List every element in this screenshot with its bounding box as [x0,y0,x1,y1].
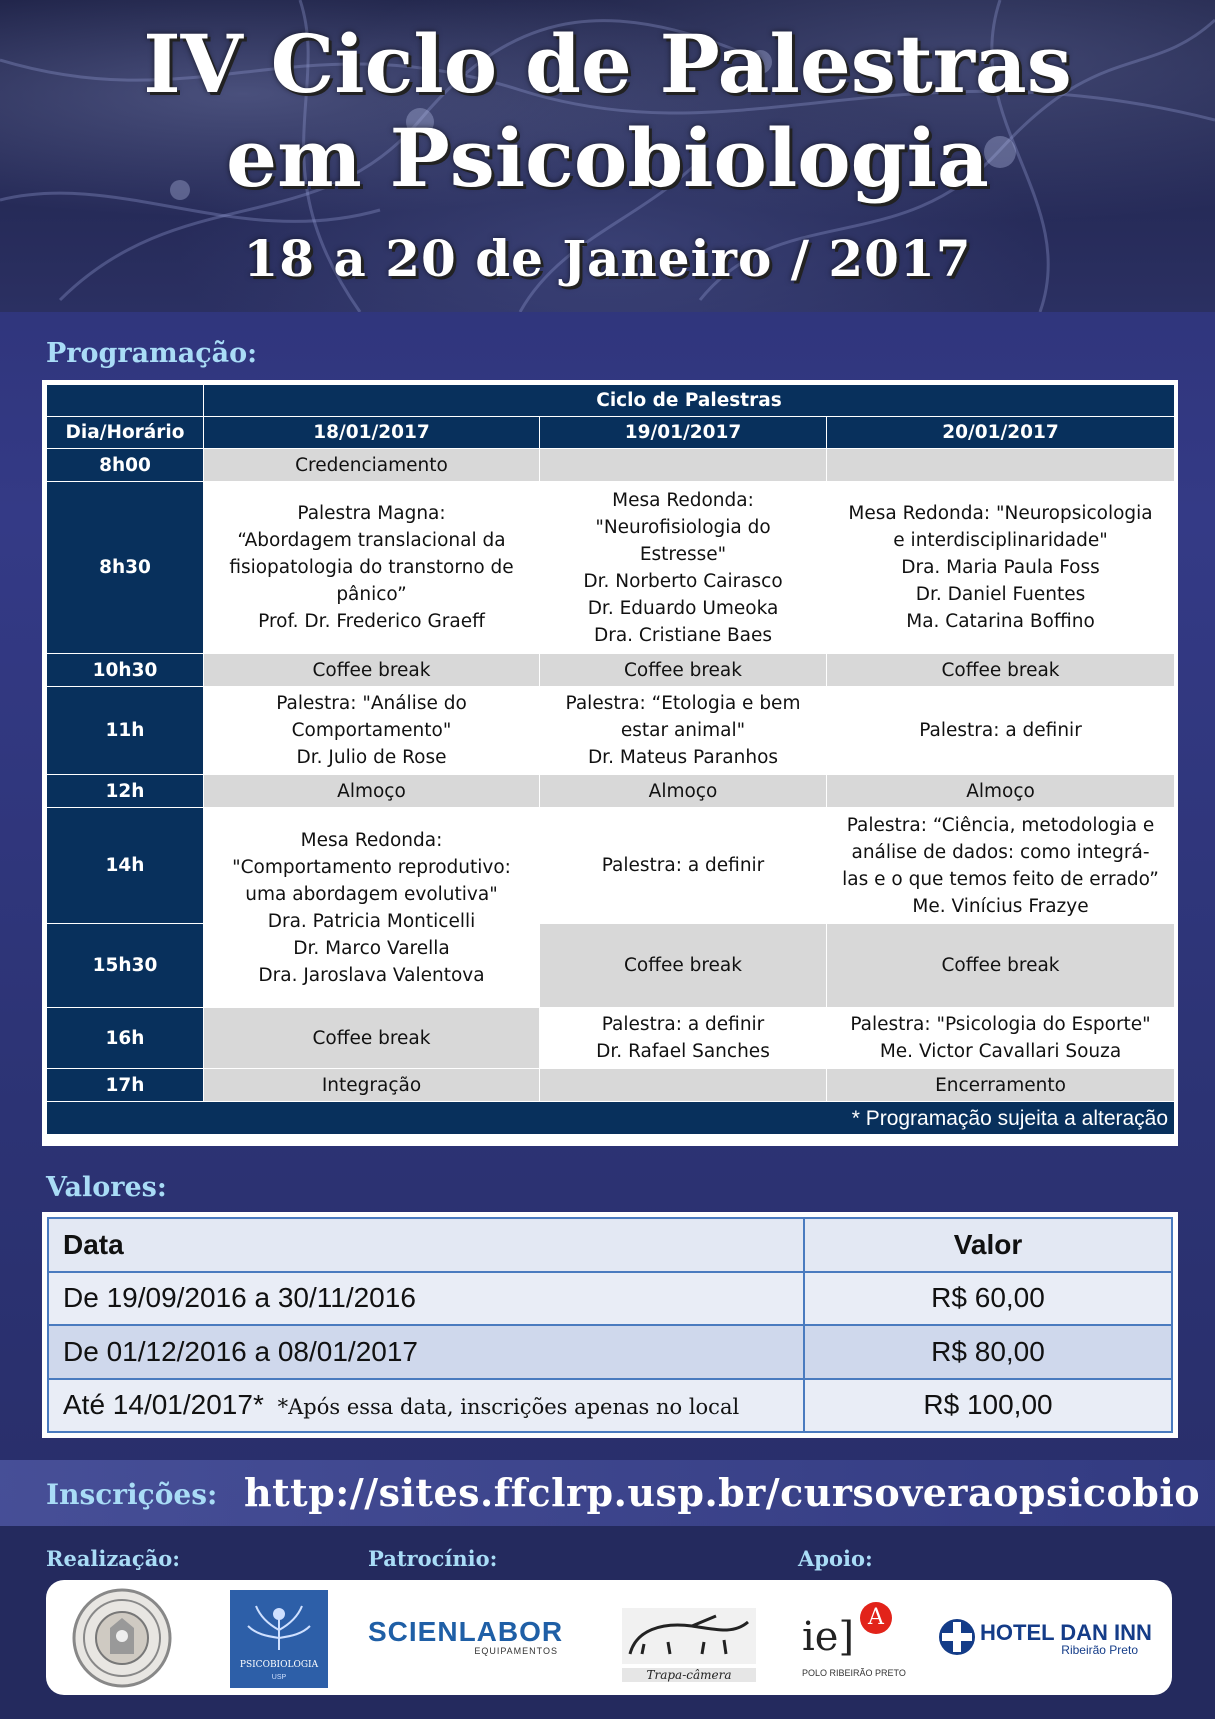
scienlabor-logo-sub: EQUIPAMENTOS [474,1646,558,1656]
session-line: Palestra: "Psicologia do Esporte" [850,1014,1151,1035]
patrocinio-label: Patrocínio: [368,1546,498,1571]
session-line: Dra. Jaroslava Valentova [258,964,485,986]
ie-logo-badge: A [860,1602,892,1634]
time-cell: 11h [47,687,204,775]
session-cell [827,808,1175,924]
coffee-break-cell: Coffee break [827,654,1175,687]
time-cell: 8h30 [47,482,204,654]
session-cell [827,482,1175,654]
session-cell: Palestra: a definir [827,687,1175,775]
session-cell [540,687,827,775]
header-blank-cell [47,385,204,417]
session-line: "Neurofisiologia do [595,516,771,538]
session-line: pânico” [336,584,407,605]
schedule-table [46,384,1175,1135]
session-line: Dra. Cristiane Baes [593,624,773,646]
session-line: Me. Victor Cavallari Souza [879,1041,1122,1062]
price-date-cell: De 19/09/2016 a 30/11/2016 [48,1272,804,1326]
psicobiologia-logo-sub: USP [271,1674,287,1681]
session-line: las e o que temos feito de errado” [842,868,1159,890]
session-line: uma abordagem evolutiva" [245,883,498,905]
animal-silhouette-icon [622,1608,756,1664]
session-line: Dr. Norberto Cairasco [583,570,783,592]
time-cell: 8h00 [47,449,204,482]
schedule-table-container [42,380,1178,1146]
session-cell [827,1008,1175,1069]
scienlabor-logo-text: SCIENLABOR [368,1616,564,1647]
session-line: Palestra: a definir [601,1014,765,1035]
session-line: Me. Vinícius Frazye [912,895,1089,917]
session-cell: Encerramento [827,1069,1175,1102]
prices-table-container [42,1212,1178,1438]
time-cell: 14h [47,808,204,924]
cycle-header: Ciclo de Palestras [204,385,1175,417]
day-header: 20/01/2017 [827,417,1175,449]
registration-url-link[interactable]: http://sites.ffclrp.usp.br/cursoveraopsicobio [244,1470,1201,1515]
session-cell: Integração [204,1069,540,1102]
session-line: Dr. Mateus Paranhos [587,747,779,768]
trapa-camera-logo-text: Trapa-câmera [622,1668,756,1682]
session-line: Mesa Redonda: [300,829,443,851]
session-line: e interdisciplinaridade" [893,530,1108,551]
hotel-logo-sub: Ribeirão Preto [1061,1643,1138,1657]
price-value-header: Valor [804,1218,1172,1272]
price-date-cell [48,1379,804,1433]
time-cell: 15h30 [47,924,204,1008]
event-title-line1: IV Ciclo de Palestras [143,17,1072,111]
price-value-cell: R$ 80,00 [804,1325,1172,1379]
price-date-text: Até 14/01/2017* [63,1389,264,1421]
time-cell: 16h [47,1008,204,1069]
session-cell [540,1069,827,1102]
hotel-logo-text: HOTEL DAN INN [980,1620,1152,1645]
event-dates: 18 a 20 de Janeiro / 2017 [243,229,972,288]
price-value-cell: R$ 60,00 [804,1272,1172,1326]
brain-tree-icon [230,1590,328,1660]
ie-logo-sub: POLO RIBEIRÃO PRETO [802,1668,906,1678]
time-cell: 10h30 [47,654,204,687]
session-line: Mesa Redonda: [612,489,754,511]
session-line: análise de dados: como integrá- [851,841,1150,863]
price-date-cell: De 01/12/2016 a 08/01/2017 [48,1325,804,1379]
hotel-dan-inn-logo [938,1618,1154,1662]
event-title-line2: em Psicobiologia [226,111,989,205]
session-line: Dr. Marco Varella [293,937,450,959]
session-line: Dra. Patricia Monticelli [267,910,476,932]
session-line: estar animal" [620,720,746,741]
session-line: Palestra Magna: [297,503,446,524]
realizacao-label: Realização: [46,1546,181,1571]
session-line: Dr. Eduardo Umeoka [587,597,779,619]
coffee-break-cell: Coffee break [204,1008,540,1069]
session-line: fisiopatologia do transtorno de [229,557,514,578]
session-line: Comportamento" [291,720,452,741]
day-header: 18/01/2017 [204,417,540,449]
session-cell [204,687,540,775]
usp-seal-logo [72,1588,172,1688]
session-cell [827,449,1175,482]
price-value-cell: R$ 100,00 [804,1379,1172,1433]
session-cell [540,449,827,482]
coffee-break-cell: Coffee break [540,924,827,1008]
session-line: Palestra: “Ciência, metodologia e [846,814,1155,836]
schedule-footnote: * Programação sujeita a alteração [47,1102,1175,1135]
sponsor-logos-panel [46,1580,1172,1695]
ie-logo-text: ie] [802,1614,855,1660]
session-line: Palestra: "Análise do [276,693,467,714]
session-cell: Palestra: a definir [540,808,827,924]
session-line: Dr. Rafael Sanches [596,1041,770,1062]
ie-logo [798,1600,908,1686]
trapa-camera-logo [622,1608,756,1684]
lunch-cell: Almoço [540,775,827,808]
time-column-header: Dia/Horário [47,417,204,449]
coffee-break-cell: Coffee break [204,654,540,687]
session-cell [204,482,540,654]
hero-banner [0,0,1215,312]
price-note: *Após essa data, inscrições apenas no local [277,1395,740,1420]
session-line: Palestra: “Etologia e bem [565,693,801,714]
psicobiologia-logo-text: PSICOBIOLOGIA [239,1660,319,1670]
session-line: Mesa Redonda: "Neuropsicologia [848,503,1153,524]
hotel-cross-icon [938,1618,976,1656]
scienlabor-logo [368,1616,564,1660]
time-cell: 17h [47,1069,204,1102]
session-cell [204,808,540,1008]
session-cell [540,1008,827,1069]
coffee-break-cell: Coffee break [540,654,827,687]
lunch-cell: Almoço [827,775,1175,808]
session-line: Ma. Catarina Boffino [906,611,1095,632]
apoio-label: Apoio: [798,1546,873,1571]
lunch-cell: Almoço [204,775,540,808]
session-cell: Credenciamento [204,449,540,482]
coffee-break-cell: Coffee break [827,924,1175,1008]
registration-label: Inscrições: [46,1478,218,1511]
program-label: Programação: [46,338,258,369]
prices-label: Valores: [46,1172,167,1203]
prices-table [47,1217,1173,1433]
session-line: Estresse" [639,543,727,565]
price-date-header: Data [48,1218,804,1272]
session-line: “Abordagem translacional da [237,530,506,551]
session-line: "Comportamento reprodutivo: [232,856,511,878]
session-cell [540,482,827,654]
session-line: Prof. Dr. Frederico Graeff [258,611,485,632]
session-line: Dra. Maria Paula Foss [901,557,1100,578]
psicobiologia-logo [230,1590,328,1688]
day-header: 19/01/2017 [540,417,827,449]
session-line: Dr. Julio de Rose [296,747,447,768]
time-cell: 12h [47,775,204,808]
session-line: Dr. Daniel Fuentes [915,584,1086,605]
